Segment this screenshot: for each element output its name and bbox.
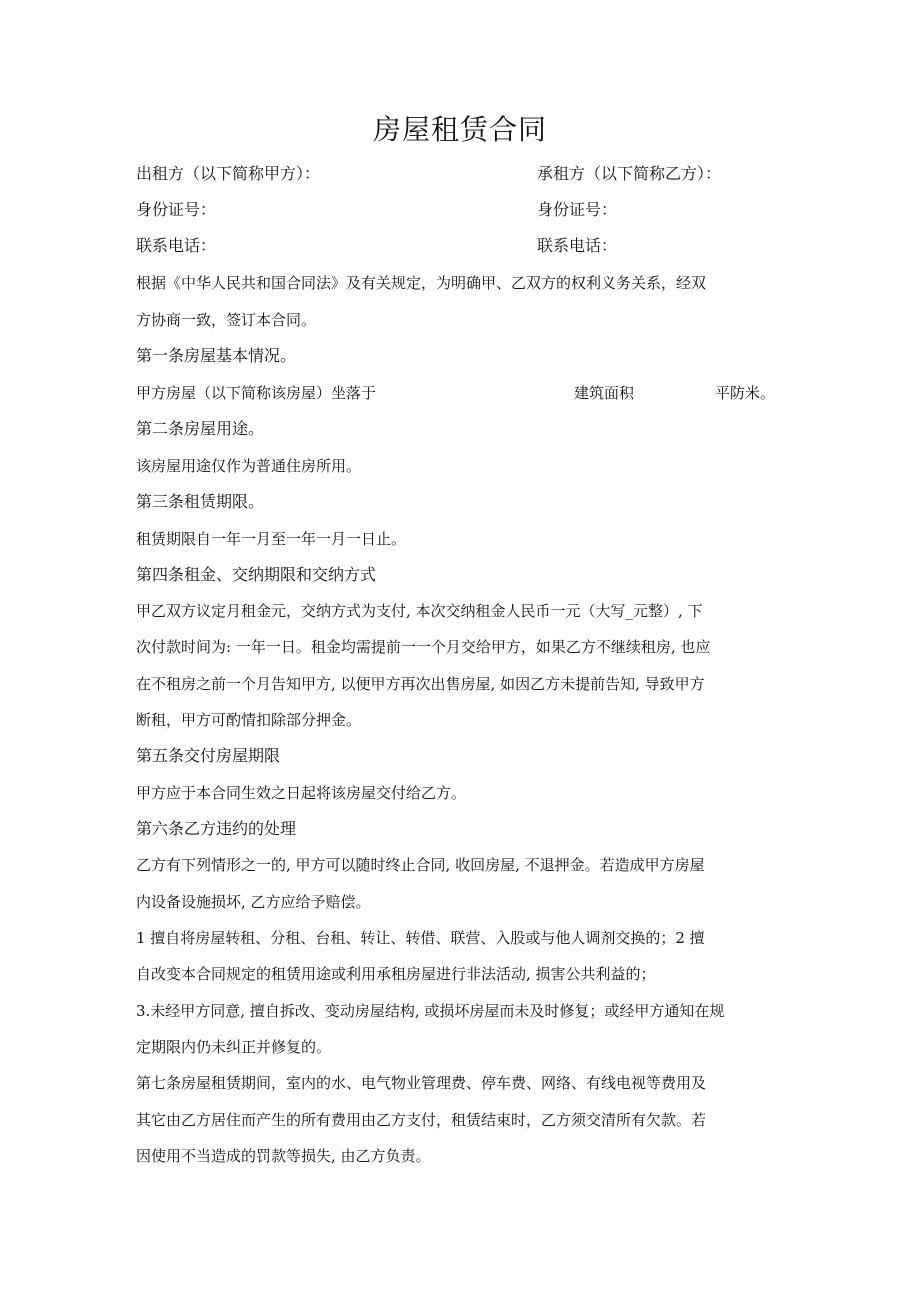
article-1-text-area: 建筑面积 [574,384,635,402]
lessor-id-label: 身份证号： [136,200,217,219]
lessor-label: 出租方（以下简称甲方）： [136,164,321,183]
article-7-line: 第七条房屋租赁期间，室内的水、电气物业管理费、停车费、网络、有线电视等费用及 [136,1074,707,1092]
article-6-heading: 第六条乙方违约的处理 [136,819,297,838]
article-6-line: 1 擅自将房屋转租、分租、台租、转让、转借、联营、入股或与他人调剂交换的；2 擅 [136,929,705,947]
article-4-line: 在不租房之前一个月告知甲方, 以便甲方再次出售房屋, 如因乙方未提前告知, 导致甲方 [136,675,705,693]
preamble-line: 根据《中华人民共和国合同法》及有关规定，为明确甲、乙双方的权利义务关系，经双 [136,274,707,292]
article-4-line: 次付款时间为: 一年一日。租金均需提前一一个月交给甲方，如果乙方不继续租房, 也应 [136,638,711,656]
article-7-line: 因使用不当造成的罚款等损失, 由乙方负责。 [136,1147,431,1165]
article-6-line: 自改变本合同规定的租赁用途或利用承租房屋进行非法活动, 损害公共利益的； [136,965,656,983]
lessee-label: 承租方（以下简称乙方）： [537,164,722,183]
article-5-heading: 第五条交付房屋期限 [136,746,281,765]
article-5-line: 甲方应于本合同生效之日起将该房屋交付给乙方。 [136,784,467,802]
article-2-heading: 第二条房屋用途。 [136,419,265,438]
lessor-phone-label: 联系电话： [136,236,217,255]
article-1-text-location: 甲方房屋（以下简称该房屋）坐落于 [136,384,377,402]
lessee-id-label: 身份证号： [537,200,618,219]
article-3-line: 租赁期限自一年一月至一年一月一日止。 [136,530,407,548]
lessee-phone-label: 联系电话： [537,236,618,255]
article-1-text-unit: 平防米。 [715,384,776,402]
preamble-line: 方协商一致，签订本合同。 [136,311,317,329]
article-3-heading: 第三条租赁期限。 [136,492,265,511]
article-6-line: 内设备设施损坏, 乙方应给予赔偿。 [136,893,371,911]
article-6-line: 定期限内仍未纠正并修复的。 [136,1038,332,1056]
article-1-heading: 第一条房屋基本情况。 [136,346,297,365]
document-title: 房屋租赁合同 [372,113,547,146]
article-6-line: 乙方有下列情形之一的, 甲方可以随时终止合同, 收回房屋, 不退押金。若造成甲方房屋 [136,856,705,874]
article-6-line: 3.未经甲方同意, 擅自拆改、变动房屋结构, 或损坏房屋而未及时修复；或经甲方通知在规 [136,1002,725,1020]
article-4-line: 甲乙双方议定月租金元，交纳方式为支付, 本次交纳租金人民币一元（大写_元整）, 下 [136,602,703,620]
article-4-line: 断租，甲方可酌情扣除部分押金。 [136,711,362,729]
article-7-line: 其它由乙方居住而产生的所有费用由乙方支付，租赁结束时，乙方须交清所有欠款。若 [136,1111,707,1129]
article-2-line: 该房屋用途仅作为普通住房所用。 [136,457,362,475]
article-4-heading: 第四条租金、交纳期限和交纳方式 [136,565,377,584]
